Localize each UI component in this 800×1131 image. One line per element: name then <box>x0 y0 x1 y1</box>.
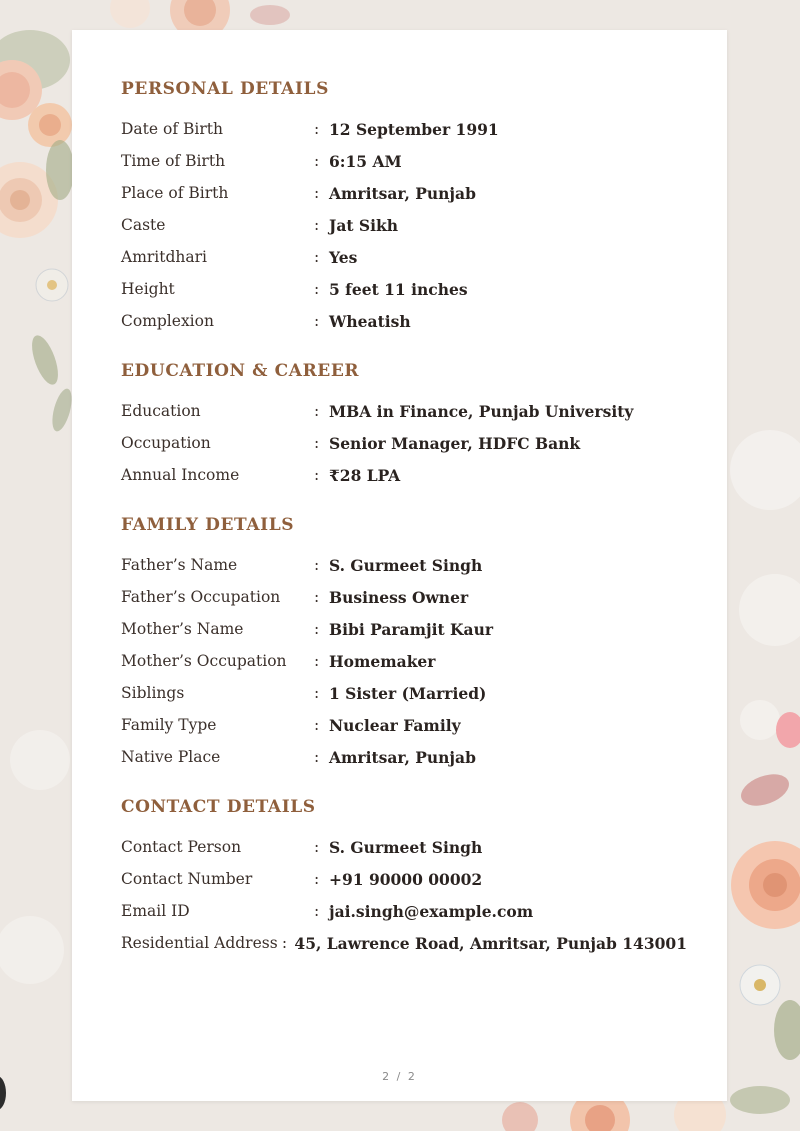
detail-label: Siblings <box>121 684 185 702</box>
page-number: 2 / 2 <box>382 1070 417 1083</box>
detail-label: Complexion <box>121 312 214 330</box>
detail-row <box>121 927 687 959</box>
separator: : <box>314 870 320 888</box>
detail-row <box>121 273 687 305</box>
separator: : <box>314 312 320 330</box>
detail-label: Mother’s Occupation <box>121 652 287 670</box>
detail-row <box>121 677 687 709</box>
separator: : <box>314 216 320 234</box>
detail-row <box>121 305 687 337</box>
separator: : <box>314 120 320 138</box>
detail-value: 6:15 AM <box>329 151 402 171</box>
separator: : <box>314 838 320 856</box>
detail-row <box>121 395 687 427</box>
detail-value: 12 September 1991 <box>329 119 499 139</box>
detail-row <box>121 741 687 773</box>
detail-value: MBA in Finance, Punjab University <box>329 401 634 421</box>
detail-value: 1 Sister (Married) <box>329 683 487 703</box>
detail-row <box>121 427 687 459</box>
detail-label: Father’s Name <box>121 556 238 574</box>
separator: : <box>314 280 320 298</box>
section <box>121 795 687 959</box>
detail-row <box>121 113 687 145</box>
separator: : <box>314 466 320 484</box>
detail-label: Father’s Occupation <box>121 588 281 606</box>
separator: : <box>314 184 320 202</box>
separator: : <box>314 556 320 574</box>
separator: : <box>314 748 320 766</box>
separator: : <box>314 652 320 670</box>
detail-label: Mother’s Name <box>121 620 244 638</box>
detail-value: S. Gurmeet Singh <box>329 837 483 857</box>
separator: : <box>314 434 320 452</box>
detail-value: Yes <box>329 247 358 267</box>
detail-row <box>121 709 687 741</box>
detail-row <box>121 209 687 241</box>
detail-value: Bibi Paramjit Kaur <box>329 619 494 639</box>
section <box>121 513 687 773</box>
detail-value: Nuclear Family <box>329 715 461 735</box>
detail-label: Occupation <box>121 434 211 452</box>
separator: : <box>314 402 320 420</box>
detail-row <box>121 831 687 863</box>
document-page <box>72 30 727 1101</box>
detail-label: Contact Number <box>121 870 253 888</box>
detail-row <box>121 863 687 895</box>
detail-row <box>121 241 687 273</box>
detail-value: +91 90000 00002 <box>329 869 483 889</box>
detail-label: Annual Income <box>121 466 240 484</box>
detail-label: Residential Address <box>121 934 278 952</box>
detail-label: Education <box>121 402 201 420</box>
separator: : <box>314 248 320 266</box>
detail-label: Caste <box>121 216 166 234</box>
detail-value: 45, Lawrence Road, Amritsar, Punjab 143001 <box>294 933 687 953</box>
section-title: CONTACT DETAILS <box>121 797 316 817</box>
detail-row <box>121 895 687 927</box>
section-title: FAMILY DETAILS <box>121 515 295 535</box>
detail-value: Amritsar, Punjab <box>329 747 476 767</box>
detail-label: Native Place <box>121 748 221 766</box>
detail-label: Time of Birth <box>121 152 226 170</box>
page-content <box>121 77 687 981</box>
section-title: EDUCATION & CAREER <box>121 361 360 381</box>
detail-row <box>121 645 687 677</box>
separator: : <box>314 716 320 734</box>
detail-value: jai.singh@example.com <box>329 901 534 921</box>
detail-row <box>121 581 687 613</box>
detail-label: Family Type <box>121 716 217 734</box>
detail-row <box>121 613 687 645</box>
section <box>121 359 687 491</box>
detail-value: Senior Manager, HDFC Bank <box>329 433 581 453</box>
separator: : <box>314 588 320 606</box>
separator: : <box>314 620 320 638</box>
separator: : <box>314 152 320 170</box>
detail-value: Homemaker <box>329 651 436 671</box>
section-title: PERSONAL DETAILS <box>121 79 329 99</box>
detail-row <box>121 549 687 581</box>
detail-label: Email ID <box>121 902 190 920</box>
detail-row <box>121 459 687 491</box>
detail-label: Height <box>121 280 175 298</box>
detail-row <box>121 177 687 209</box>
detail-value: Business Owner <box>329 587 469 607</box>
detail-value: Wheatish <box>329 311 411 331</box>
detail-value: S. Gurmeet Singh <box>329 555 483 575</box>
separator: : <box>314 902 320 920</box>
detail-label: Contact Person <box>121 838 242 856</box>
separator: : <box>314 684 320 702</box>
detail-value: Jat Sikh <box>329 215 399 235</box>
detail-value: Amritsar, Punjab <box>329 183 476 203</box>
detail-row <box>121 145 687 177</box>
separator: : <box>281 934 288 952</box>
detail-label: Date of Birth <box>121 120 223 138</box>
detail-value: ₹28 LPA <box>329 465 401 485</box>
detail-value: 5 feet 11 inches <box>329 279 468 299</box>
section <box>121 77 687 337</box>
detail-label: Place of Birth <box>121 184 229 202</box>
detail-label: Amritdhari <box>121 248 207 266</box>
